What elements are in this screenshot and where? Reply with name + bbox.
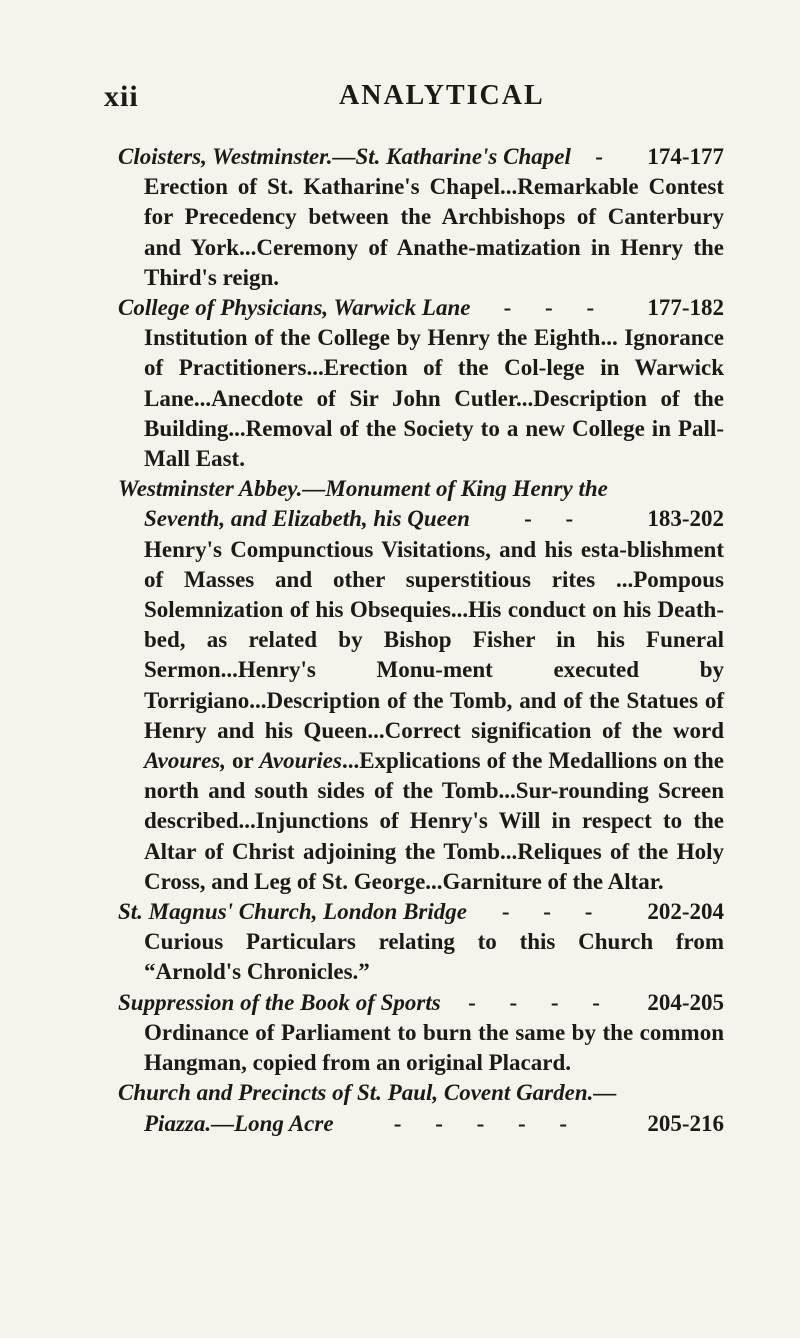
entry-title-line2: Seventh, and Elizabeth, his Queen <box>144 506 470 532</box>
entry-title-line1: Westminster Abbey.—Monument of King Henry the <box>118 476 608 502</box>
leader-dashes: - - - <box>501 899 607 925</box>
entry-title <box>118 142 724 172</box>
entry-body-text: or <box>232 748 254 774</box>
analytical-contents <box>118 142 724 1139</box>
leader-dashes: - <box>595 144 617 169</box>
entry-title <box>118 1078 724 1138</box>
leader-dashes: - - - - - <box>393 1110 582 1136</box>
contents-entry <box>118 293 724 474</box>
entry-title <box>118 988 724 1018</box>
entry-body-text: Erection of St. Katharine's Chapel...Remarkable Contest for Precedency between the Archbishops of Canterbury and York...Ceremony of Anathe-matization in Henry the Third's reign. <box>144 174 724 290</box>
leader-dashes: - - - <box>503 295 609 321</box>
entry-body-text: Ordinance of Parliament to burn the same by the common Hangman, copied from an original Placard. <box>144 1019 724 1076</box>
entry-body <box>118 535 724 897</box>
entry-pages: 177-182 <box>647 295 724 321</box>
entry-title-line2-row <box>118 504 724 534</box>
entry-pages: 204-205 <box>647 989 724 1015</box>
entry-body <box>118 927 724 987</box>
leader-dashes: - - - - <box>468 989 614 1015</box>
entry-title-line1: Church and Precincts of St. Paul, Covent Garden.— <box>118 1080 617 1106</box>
entry-title <box>118 293 724 323</box>
contents-entry <box>118 988 724 1079</box>
entry-body <box>118 323 724 474</box>
entry-pages: 174-177 <box>647 144 724 169</box>
entry-pages: 183-202 <box>647 506 724 532</box>
italic-term: Avoures, <box>144 748 226 774</box>
entry-pages: 205-216 <box>647 1110 724 1136</box>
entry-title-text: Suppression of the Book of Sports <box>118 989 441 1015</box>
contents-entry <box>118 142 724 293</box>
page-number: xii <box>104 80 139 113</box>
entry-body-text: Institution of the College by Henry the Eighth... Ignorance of Practitioners...Erection of the Col-lege in Warwick Lane...Anecdote of Sir John Cutler...Description of the Building...Removal of the Society to a new College in Pall-Mall East. <box>144 325 724 472</box>
entry-body-text: ...Explications of the Medallions on the north and south sides of the Tomb...Sur-rounding Screen described...Injunctions of Henry's Will in respect to the Altar of Christ adjoining the Tomb...Reliques of the Holy Cross, and Leg of St. George...Garniture of the Altar. <box>144 748 724 894</box>
entry-title-text: College of Physicians, Warwick Lane <box>118 295 471 321</box>
italic-term: Avouries <box>259 748 342 774</box>
entry-body <box>118 1018 724 1078</box>
contents-entry <box>118 897 724 988</box>
entry-title <box>118 474 724 534</box>
entry-pages: 202-204 <box>647 899 724 925</box>
entry-title <box>118 897 724 927</box>
entry-body-text: Henry's Compunctious Visitations, and his esta-blishment of Masses and other superstitious rites ...Pompous Solemnization of his Obsequies...His conduct on his Death-bed, as related by Bishop Fisher in his Funeral Sermon...Henry's Monu-ment executed by Torrigiano...Description of the Tomb, and of the Statues of Henry and his Queen...Correct signification of the word <box>144 536 724 743</box>
entry-body-paragraph <box>144 535 724 897</box>
entry-title-line2-row <box>118 1109 724 1139</box>
entry-body-text: Curious Particulars relating to this Church from “Arnold's Chronicles.” <box>144 929 724 985</box>
entry-title-text: Cloisters, Westminster.—St. Katharine's Chapel <box>118 144 571 169</box>
entry-title-text: St. Magnus' Church, London Bridge <box>118 899 467 925</box>
leader-dashes: - - <box>524 506 588 532</box>
entry-title-line2: Piazza.—Long Acre <box>144 1110 334 1136</box>
running-head: ANALYTICAL <box>339 80 545 111</box>
entry-body <box>118 172 724 293</box>
contents-entry <box>118 1078 724 1138</box>
contents-entry <box>118 474 724 897</box>
page-header <box>76 80 724 120</box>
